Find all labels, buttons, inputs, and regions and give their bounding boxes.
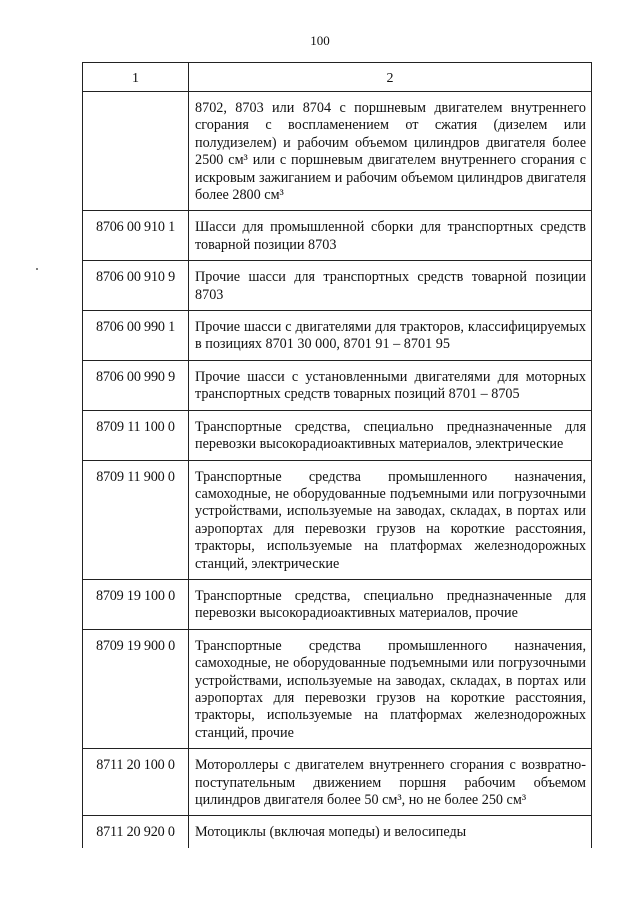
description-cell: Мотоциклы (включая мопеды) и велосипеды — [189, 816, 592, 848]
code-cell: 8711 20 100 0 — [83, 749, 189, 816]
description-cell: 8702, 8703 или 8704 с поршневым двигателем внутреннего сгорания с воспламенением от сжатия (дизелем или полудизелем) и рабочим объемом цилиндров двигателя более 2500 см³ или с поршневым двигателем внутреннего сгорания с искровым зажиганием и рабочим объемом цилиндров двигателя более 2800 см³ — [189, 92, 592, 211]
table-row — [83, 311, 592, 361]
description-cell: Мотороллеры с двигателем внутреннего сгорания с возвратно-поступательным движением поршня рабочим объемом цилиндров двигателя более 50 см³, но не более 250 см³ — [189, 749, 592, 816]
table-row — [83, 460, 592, 579]
table-row — [83, 410, 592, 460]
description-cell: Транспортные средства промышленного назначения, самоходные, не оборудованные подъемными или погрузочными устройствами, используемые на заводах, складах, в портах или аэропортах для перевозки грузов на короткие расстояния, тракторы, используемые на платформах железнодорожных станций, прочие — [189, 629, 592, 748]
column-header-description: 2 — [189, 63, 592, 92]
description-cell: Прочие шасси для транспортных средств товарной позиции 8703 — [189, 261, 592, 311]
table-row — [83, 261, 592, 311]
code-cell: 8706 00 910 9 — [83, 261, 189, 311]
description-cell: Транспортные средства, специально предназначенные для перевозки высокорадиоактивных материалов, электрические — [189, 410, 592, 460]
code-cell: 8706 00 910 1 — [83, 211, 189, 261]
code-cell: 8706 00 990 1 — [83, 311, 189, 361]
scan-mark — [36, 268, 38, 270]
code-cell: 8709 11 100 0 — [83, 410, 189, 460]
table-row — [83, 579, 592, 629]
table-header-row — [83, 63, 592, 92]
code-cell: 8709 19 100 0 — [83, 579, 189, 629]
column-header-code: 1 — [83, 63, 189, 92]
page-number: 100 — [310, 33, 330, 48]
code-cell: 8709 19 900 0 — [83, 629, 189, 748]
table-row — [83, 211, 592, 261]
description-cell: Прочие шасси с установленными двигателями для моторных транспортных средств товарных позиций 8701 – 8705 — [189, 360, 592, 410]
description-cell: Транспортные средства промышленного назначения, самоходные, не оборудованные подъемными или погрузочными устройствами, используемые на заводах, складах, в портах или аэропортах для перевозки грузов на короткие расстояния, тракторы, используемые на платформах железнодорожных станций, электрические — [189, 460, 592, 579]
code-cell: 8709 11 900 0 — [83, 460, 189, 579]
tariff-code-table — [82, 62, 592, 848]
description-cell: Прочие шасси с двигателями для тракторов, классифицируемых в позициях 8701 30 000, 8701 91 – 8701 95 — [189, 311, 592, 361]
table-row — [83, 360, 592, 410]
code-cell — [83, 92, 189, 211]
code-cell: 8706 00 990 9 — [83, 360, 189, 410]
table-row — [83, 629, 592, 748]
description-cell: Транспортные средства, специально предназначенные для перевозки высокорадиоактивных материалов, прочие — [189, 579, 592, 629]
table-row — [83, 816, 592, 848]
table-row — [83, 92, 592, 211]
table-row — [83, 749, 592, 816]
code-cell: 8711 20 920 0 — [83, 816, 189, 848]
description-cell: Шасси для промышленной сборки для транспортных средств товарной позиции 8703 — [189, 211, 592, 261]
